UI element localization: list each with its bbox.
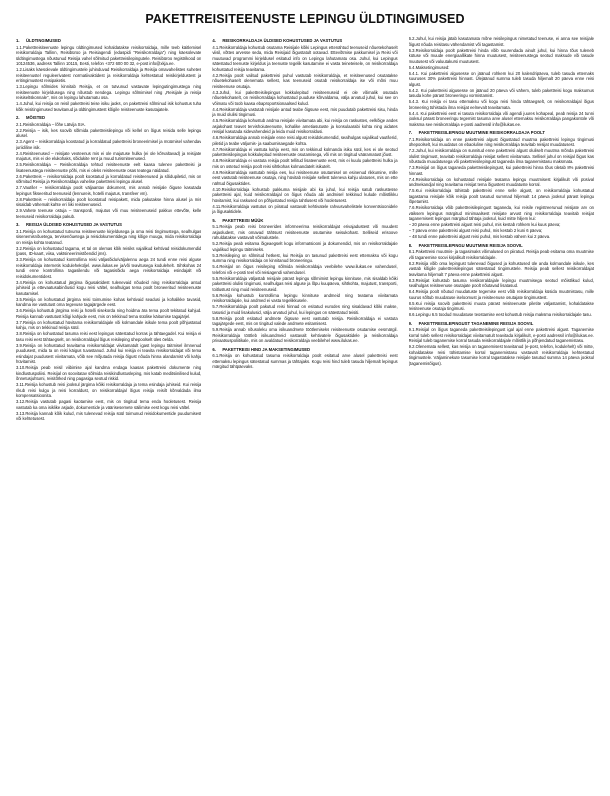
clause-paragraph: 1.3.Lepingu sõlmides kinnitab Reisija, et on tutvunud vastavate lepingutingimustega ning reisiteenuste kirjeldusega ning nõustub nendega. Lepingu sõlmimisel ning „Reisijale ja reisija reisiseltskonnale", mis on lepingu lahutamatu osa. [16,84,202,100]
clause-paragraph: 4.9.Reisikorraldaja vastutab reisija ees, kui reisiteenuse osutamisel on esinenud rikkumine, mille eest vastutab reisiteenuse osutaja, ning hüvitab reisijale sellest tuleneva kahju ulatuses, mis on ette nähtud õigusaktides. [212,169,398,186]
page-title: PAKETTREISITEENUSTE LEPINGU ÜLDTINGIMUSED [145,12,465,26]
clause-paragraph: 3.8.Reisija on kohustatud tasuma reisi eest lepingus sätestatud korras ja tähtaegadel. Kui reisija ei tasu reisi eest tähtaegselt, on reisikorraldajal õigus reisileping ühepoolselt üles öelda. [16,331,202,342]
clause-paragraph: 3.11.Reisija kohustub reisi jooksul järgima kõiki reisikorraldaja ja tema esindaja juhiseid. Kui reisija rikub reisi kulgu ja reisi korraldust, on reisikorraldajal õigus reisija reisilt kõrvaldada ilma kompensatsioonita. [16,382,202,398]
clause-paragraph: 2.3.Agent – reisikorraldaja koostatud ja korraldatud pakettreisi broneerimisel ja müümisel vahendav juriidiline isik. [16,139,202,150]
clause-paragraph: – 20 päeva enne pakettreisi algust reisi puhul, mis kestab rohkem kui kuus päeva; [408,222,561,227]
clause-paragraph: 3.9.Reisija on kohustatud teavitama reisikorraldajat viivitamatult igast lepingu täitmisel ilmnenud puudusest, mida ta on reisi käigus tuvastanud. Juhul kui reisija ei teavita reisikorraldajat või tema esindajat puudusest viivitamata, võib see mõjutada reisija õigust nõuda hinna alandamist või kahju hüvitamist. [16,342,202,364]
clause-paragraph: 7.5.Kui reisikorraldaja tühistab pakettreisi enne selle algust, on reisikorraldaja kohustatud tagastama reisijale kõik reisija poolt tasutud summad hiljemalt 14 päeva jooksul pärast lepingu lõpetamist. [408,188,594,204]
clause-paragraph: 5.5.Reisikorraldaja väljastab reisijale pärast lepingu sõlmimist lepingu kinnituse, mis sisaldab kõiki pakettreisi olulisi tingimusi, sealhulgas reisi alguse ja lõpu kuupäeva, sihtkohta, majutust, transporti, toitlustust ning muid reisiteenuseid. [212,275,398,292]
clause-paragraph: 3.1.Reisija on kohustatud tutvuma reisiteenuste kirjeldusega ja oma reisi tingimustega, sealhulgas sisenemisnõuetega, tervisenõuetega ja reisidokumentidega ning kõige muuga, mida reisikorraldaja on reisija kohta teatanud. [16,228,202,245]
text-column-2 [212,36,397,796]
section-heading [16,38,201,44]
section [409,130,594,240]
clause-paragraph: 2.7.Vautšer – reisikorraldaja poolt väljaantav dokument, mis annab reisijale õiguse kasutada lepingus fikseeritud teenuseid (lennureis, hotelli majutus, transfeer vm). [16,185,202,196]
clause-paragraph: 4.10.Reisikorraldaja kohustub pakkuma reisijale abi ka juhul, kui reisija satub raskustesse pakettreisi ajal, kuid reisikorraldajal on õigus nõuda abi andmisel tekkinud kulude mõistlikku hüvitamist, kui raskused on põhjustatud reisija tahtlusest või hooletusest. [212,186,398,203]
clause-paragraph: 6.4.4. Kui pakettreisi eest ei tasuta reisikorraldaja või agendi juures kohapeal, peab reisija 24 tunni jooksul pärast broneeringu tegemist tasuma arve alusel ettemaksu reisikorraldaja pangakontole või maksma see reisikorraldaja e-posti aadressil info@ilukas.ee. [408,110,594,127]
clause-paragraph: 4.3.Juhul, kui pakettreisilepingus kokkulepitud reisiteenuseid ei ole võimalik osutada nõuetekohaselt, on reisikorraldaja kohustatud puuduse kõrvaldama, välja arvatud juhul, kui see on võimatu või toob kaasa ebaproportsionaalsed kulud. [212,89,398,106]
clause-paragraph: 6.4.3. Kui reisija ei tasu ettemaksu või kogu reisi hinda tähtaegselt, on reisikorraldajal õigus broneering tühistada ilma reisijat eelnevalt teavitamata. [408,99,594,110]
clause-paragraph: 8.5.Kui reisija soovib pakettreisi muuta pärast reisiteenuste piletite väljastamist, kohaldatakse reisiteenuse osutaja tingimusi. [408,300,594,311]
columns-container [16,36,594,796]
clause-paragraph: 6.4.Maksetingimused: [408,64,450,70]
section-heading [212,38,397,44]
clause-paragraph: 5.8.Reisija poolt esitatud andmete õigsuse eest vastutab reisija. Reisikorraldaja ei vastuta tagajärgede eest, mis on tingitud valede andmete esitamisest. [212,315,398,326]
section-number: 4. [212,38,216,43]
clause-paragraph: 7.1.Reisikorraldaja on enne pakettreisi algust õigustatud muutma pakettreisi lepingu tingimusi ühepoolselt, kui muudatus on ebaoluline ning reisikorraldaja teavitab reisijat muudatusest. [408,136,594,147]
clause-paragraph: 3.12.Reisija vastutab pagasi kaotamise eest, mis on tingitud tema enda hooletusest. Reisija vastutab ka oma isiklike asjade, dokumentide ja väärisesemete säilimise eest kogu reisi vältel. [16,399,202,410]
clause-paragraph: 6.1.Reisija on kohustatud tasuma reisikorraldaja poolt esitatud arve alusel pakettreisi eest ettemaksu lepingus sätestatud summas ja tähtajaks. Kogu reisi hind tuleb tasuda hiljemalt lepingus märgitud tähtpäevaks. [212,353,398,369]
section-heading [16,115,201,121]
clause-paragraph: 2.2.Reisija – isik, kes soovib sõlmida pakettreisilepingu või kellel on õigus reisida selle lepingu alusel. [16,127,202,138]
section-heading-text: REISIKORRALDAJA ÜLDISED KOHUSTUSED JA VASTUTUS [222,38,343,43]
section-number: 8. [408,242,413,248]
clause-paragraph: 4.11.Reisikorraldaja vastutus on piiratud vastavalt kehtivatele rahvusvahelistele konventsioonidele ja õigusaktidele. [212,203,398,214]
clause-paragraph: 5.6.Reisija kohustub kontrollima lepingu kinnituse andmeid ning teatama viivitamata reisikorraldajale, kui andmed ei vasta tegelikkusele. [212,292,398,303]
section-number: 1. [16,38,20,43]
section [16,222,201,422]
clause-paragraph: 3.6.Reisija kohustub järgima reisi ja hotelli sisekorda ning hoidma ära tema poolt tekitatud kahjud. Reisija kannab vastutust kõigi kahjude eest, mis on tekkinud tema süülise käitumise tagajärjel. [16,308,202,319]
section-heading-text: PAKETTREISILEPINGUST TAGANEMINE REISIJA SOOVIL [418,320,534,326]
clause-paragraph: 5.1.Reisija peab reisi broneerides informeerima reisikorraldajat erivajadustest või muudest asjaoludest, mis omavad tähtsust reisiteenuste osutamise seisukohast. Selliseid erisoove rahuldatakse vastavalt võimalustele. [212,224,398,240]
clause-paragraph: 3.10.Reisija peab reisil viibimise ajal kandma endaga kaasas pakettreisi dokumente ning kindlustuspoliisi. Reisijal on soovitatav sõlmida reisikindlustusleping, mis katab meditsiinilised kulud, õnnetusjuhtumi, reisitõrked ning pagasiga seotud riskid. [16,365,202,381]
clause-paragraph: 8.4.Reisija poolt nõutud muudatuste tegemise eest võib reisikorraldaja küsida muutmistasu, mille suurus sõltub muudatuse iseloomust ja reisiteenuse osutajate tingimustest. [408,289,594,300]
clause-paragraph: 5.7.Reisikorraldaja poolt pakutud reisi hinnad on esitatud eurodes ning sisaldavad kõiki makse, tasusid ja muid lisakulusid, välja arvatud juhul, kui lepingus on sätestatud teisiti. [212,304,398,315]
clause-paragraph: 8.1.Pakettreisi muutmis- ja tagasimaks võimalused on piiratud. Reisija peab esitama oma muutmise või taganemise soovi kirjalikult reisikorraldajale. [408,249,594,260]
clause-paragraph: 4.6.Reisikorraldaja annab reisijale enne reisi algust reisidokumendid, sealhulgas vajalikud vautšerid, piletid ja teabe väljumis- ja saabumisaegade kohta. [212,135,398,146]
clause-paragraph: – 48 tundi enne pakettreisi algust reisi puhul, mis kestab vähem kui 2 päeva. [408,234,551,239]
clause-paragraph: 2.8.Pakettreis – reisikorraldaja poolt koostatud reisipakett, mida pakutakse hinna alusel ja mis sisaldab vähemalt kahte eri liiki reisiteenuseid. [16,196,202,207]
clause-paragraph: 7.2.Juhul, kui reisikorraldaja on sunnitud enne pakettreisi algust oluliselt muutma mõnda pakettreisi olulist tingimust, teavitab reisikorraldaja reisijat sellest viivitamata. Sellisel juhul on reisijal õigus kas nõustuda muudatusega või pakettreisilepingust taganeda ilma taganemistasu maksmata. [408,148,594,164]
clause-paragraph: 2.5.Reisikorraldaja – Reisikorraldaja tehtud reisiteenuste eelt kaasa tulenev pakettreisi ja lisateenustega reisiteenuste põhi, mis ei oleks reisiteenuste osas teatega näidatud. [16,162,202,173]
clause-paragraph: 2.9.Vahete teenuse ostuja – transpordi, majutus või muu reisiteenuseid pakkuv ettevõte, kelle teenuseid reisikorraldaja pakub. [16,208,202,219]
clause-paragraph: 4.4.Reisikorraldaja vastutab reisijale antud teabe õigsuse eest, mis puudutab pakettreisi sisu, hinda ja muid olulisi tingimusi. [212,106,398,117]
section [212,218,397,344]
clause-paragraph: 1.4.Juhul, kui reisija on reisil pakettreisi teise isiku jaoks, on pakettreisi sõlminud isik kohustus tuha kõik reisitingimused teavitanud ja üldtingimustest kõigile reisiteenuste kasutajatele. [16,101,202,112]
clause-paragraph: 5.9.Reisija annab nõusoleku oma isikuandmete töötlemiseks reisiteenuste osutamise eesmärgil. Reisikorraldaja töötleb isikuandmeid vastavalt kehtivatele õigusaktidele ja reisikorraldaja privaatsuspoliitikale, mis on avaldatud reisikorraldaja veebilehel www.ilukas.ee. [212,327,398,343]
section-heading-text: PAKETTREISILEPINGU MUUTMINE REISIKORRALDAJA POOLT [418,130,545,135]
clause-paragraph: 6.4.1. Kui pakettreisi algusesse on jäänud rohkem kui 20 kalendripäeva, tuleb tasuda ettemaks suuruses 30% pakettreisi hinnast. Ülejäänud summa tuleb tasuda hiljemalt 20 päeva enne reisi algust. [408,70,594,87]
clause-paragraph: 8.2.Reisija võib oma lepingust tulenevad õigused ja kohustused üle anda kolmandale isikule, kes vastab kõigile pakettreisilepingus sätestatud tingimustele. Reisija peab sellest reisikorraldajat teavitama hiljemalt 7 päeva enne pakettreisi algust. [408,260,594,277]
section-number: 6. [212,346,216,352]
clause-paragraph: 3.13.Reisija kannab kõik kulud, mis tulenevad reisija süül toimunud reisidokumentide puudumisest või kehtetusest. [16,410,202,421]
clause-paragraph: – 7 päeva enne pakettreisi algust reisi puhul, mis kestab 2 kuni 6 päeva; [408,228,543,233]
section-number: 7. [408,130,413,135]
clause-paragraph: 4.1.Reisikorraldaja kohustub osutama Reisijale kõiki Lepingus ettenähtud teenuseid nõuetekohaselt viisil, võttes arvesse seda, mida Reisijaid õigustatult ootavad. Ettevõtmise pakkumisel ja Reisi või muutuvad programmi kirjeldusel esitatud info on Lepingu lahutamatu osa. Juhul, kui Lepingus sätestatud teenuste kirjeldus ja teenuste tegelik kasutamine ei vasta teineteisele, on reisikorraldaja kohustatud reisija teavitama. [212,44,398,72]
clause-paragraph: 6.2.Juhul, kui reisija jätab kasutamata mõne reisilepingus nimetatud teenuse, ei anna see reisijale õigust nõuda reisitasu vähendamist või tagastamist. [408,36,594,47]
clause-paragraph: 4.2.Reisija poolt valitud pakettreisi puhul vastutab reisikorraldaja, et reisiteenused osutatakse nõuetekohaselt olenemata sellest, kas teenuseid osutab reisikorraldaja ise või mõni muu reisiteenuse osutaja. [212,72,398,89]
section-number: 2. [16,115,20,120]
clause-paragraph: 3.3.Reisija on kohustatud kontrollima reisi väljasõidu/väljalennu aega 24 tundi enne reisi alguse reisikorraldaja internetis koduleheküljel. www.ilukas.ee ja/või teavitusega kodulehelt. Sihtkohas 24 tundi enne kontrollima tagasilendu või tagasisõidu aega reisikorraldaja esindajalt või reisidokumentidest. [16,257,202,279]
clause-paragraph: 2.4.Reisiteenused – reisijate veoteenus mis ei ole majutuse hulka (ei ole kõrvaltavad) ja reisijate majutus, mis ei ole elukohaks, sõidukite rent ja muud turismiteenused. [16,150,202,161]
section-heading [212,218,397,224]
clause-paragraph: 8.3.Reisijat kohustub tasuma reisikorraldajale lepingu muutmisega seotud mõistlikud kulud, sealhulgas reisiteenuse osutajate poolt nõutavad lisatasud. [408,277,594,288]
clause-paragraph: 7.4.Reisikorraldaja on kohustatud reisijale teatama lepingu muutmisest kirjalikult või püsival andmekandjal ning teavitama reisijat tema õigustest muudatuste korral. [408,176,594,187]
text-column-1 [16,36,201,796]
clause-paragraph: 7.6.Reisikorraldaja võib pakettreisilepingust taganeda, kui reisile registreerunud reisijate arv on väiksem lepingus märgitud minimaalsest reisijate arvust ning reisikorraldaja teavitab reisijat taganemisest lepingus märgitud tähtaja jooksul, kuid mitte hiljem kui: [408,205,594,221]
clause-paragraph: 6.3.Reisikorraldaja poolt pakettreisi hinda võib suurendada ainult juhul, kui hinna tõus tuleneb kütuse või muude energiaallikate hinna muutusest, reisiteenustega seotud maksude või tasude muutusest või valuutakursi muutusest. [408,47,594,64]
section [409,243,594,318]
section-heading [409,321,594,327]
section-heading-text: PAKETTREISI HIND JA MAKSETINGIMUSED [222,346,311,352]
section-heading [409,130,594,136]
clause-paragraph: 4.5.Reisikorraldaja kohustub andma reisijale viivitamata abi, kui reisija on raskustes, eelkõige andes asjakohast teavet tervishoiuteenuste, kohalike ametiasutuste ja konsulaarabi kohta ning aidates reisijal kasutada sidevahendeid ja leida muid reisikorraldusi. [212,118,398,134]
section-number: 3. [16,222,20,227]
clause-paragraph: 3.2.Reisija on kohustatud tagama, et tal on olemas kõik reisiks vajalikud kehtivad reisidokumendid (pass, ID-kaart, viisa, vaktsineerimistõendid jms). [16,245,202,256]
clause-paragraph: 5.2.Reisija peab esitama õigeaegselt kogu informatsiooni ja dokumendid, mis on reisikorraldajale vajalikud lepingu täitmiseks. [212,241,398,252]
section-heading [16,222,201,228]
section-number: 9. [408,320,413,326]
section-heading-text: PAKETTREISILEPINGU MUUTMINE REISIJA SOOVIL [418,242,523,248]
clause-paragraph: 7.3.Reisijal on õigus taganeda pakettreisilepingust, kui pakettreisi hinna tõus ületab 8% pakettreisi hinnast. [408,165,594,176]
clause-paragraph: 9.1.Reisijal on õigus taganeda pakettreisilepingust igal ajal enne pakettreisi algust. Taganemise korral tuleb sellest reisikorraldajat viivitamatult teavitada kirjalikult, e-posti aadressil info@ilukas.ee. Reisijal tuleb taganemise korral tasuda reisikorraldajale mõistlik ja põhjendatud taganemistasu. [408,327,594,343]
section [16,38,201,112]
section-heading [409,243,594,249]
section [212,38,397,215]
clause-paragraph: 6.4.2. Kui pakettreisi algusesse on jäänud 20 päeva või vähem, tuleb pakettreisi kogu maksumus tasuda kohe pärast broneeringu vormistamist. [408,87,594,98]
section [409,36,594,127]
section-heading [212,347,397,353]
section-number: 5. [212,217,216,223]
clause-paragraph: 4.8.Reisikorraldaja ei vastuta reisija poolt tellitud lisateenuste eest, mis ei kuulu pakettreisi hulka ja mis on ostetud reisija poolt reisi sihtkohas kolmandatelt isikutelt. [212,158,398,169]
clause-paragraph: 4.7.Reisikorraldaja ei vastuta kahju eest, mis on tekkinud kolmanda isiku süül, kes ei ole seotud pakettreisilepingus kokkulepitud reisiteenuste osutamisega, või mis on tingitud vääramatust jõust. [212,146,398,157]
clause-paragraph: 2.1.Reisikorraldaja – lõhe Lätvija SIA. [16,121,86,127]
clause-paragraph: 1.2.Lisaks käesolevale üldtingimustele juhinduvad Reisikorraldaja ja Reisija omavahelistes suhetes reisiteenustel reguleerivatest normatiivaktidest ja reisikorraldaja kehtestatud reisikirjeldustest ja eritingimustest reisipaketis. [16,67,202,83]
clause-paragraph: 5.3.Reisileping on sõlmitud hetkest, kui Reisija on tasunud pakettreisi eest ettemaksu või kogu summa ning reisikorraldaja on kinnitanud broneeringu. [212,252,398,263]
clause-paragraph: 1.1.Pakettreisiteenuste lepingu üldtingimused kohaldatakse reisikorraldaja, mille teeb käitlemisel reisikorraldaja Tallinn, Reisibüroo ja Reisiagendi (edaspidi "Reisikorraldaja") ning käesolevate üldtingimustega nõustunud Reisija vahel sõlmitud pakettreisilepingutele. Reisibüroo registrikood on 10124536, aadress Tallinn 10115, Eesti, telefon +372 600 00 32, e-post info@xkja.ee. [16,44,202,66]
section [16,115,201,219]
section-heading-text: REISIJA ÜLDISED KOHUSTUSED JA VASTUTUS [26,222,122,227]
section [212,347,397,370]
section-heading-text: ÜLDTINGIMUSED [26,38,61,43]
section-heading-text: PAKETTREISI MÜÜK [222,217,264,223]
clause-paragraph: 5.4.Reisijal on õigus reisileping sõlmida reisikorraldaja veebilehe www.ilukas.ee vahendusel, telefoni või e-posti teel või reisiagendi vahendusel. [212,264,398,275]
clause-paragraph: 3.4.Reisija on kohustatud järgima õigusaktidest tulenevaid nõudeid ning reisikorraldaja antud juhiseid ja ettevaatusabinõusid kogu reisi vältel, sealhulgas tema poolt broneeritud reisiteenuste kasutamisel. [16,279,202,296]
section-heading-text: MÕISTED [26,115,46,120]
clause-paragraph: 2.6.Pakettreis – reisikorraldaja poolt koostatud ja korraldatud reisiteenused ja sõidupiletid, mis on sõlmitud Reisija ja Reisikorraldaja vahelise pakettreisi lepingu alusel. [16,173,202,184]
clause-paragraph: 8.6.Lepingu 6.5 toodud muudatuse teostamise eest kohustub reisija maksma reisikorraldajale tasu. [408,312,592,317]
clause-paragraph: 3.5.Reisija on kohustatud järgima reisi toimumise kohas kehtivaid seadusi ja kohalikke tavasid, kandma ise vastutust oma tegevuse tagajärgede eest. [16,296,202,307]
clause-paragraph: 3.7.Reisija on kohustatud hüvitama reisikorraldajale või kolmandale isikule tema poolt põhjustatud kahju, mis on tekkinud reisija süül. [16,319,202,330]
text-column-3 [409,36,594,796]
clause-paragraph: 9.2.Olenemata sellest, kas reisija on taganemisest teavitanud (e-post, telefon, kodulehelt) või mitte, kohaldatakse reisi tühistamise korral taganemistasu vastavalt reisikorraldaja kehtestatud tingimustele. Väljaminekute tasumise korral tagastatakse reisijale tasutud summa 14 päeva jooksul (taganemisõigus). [408,344,594,366]
section [409,321,594,367]
